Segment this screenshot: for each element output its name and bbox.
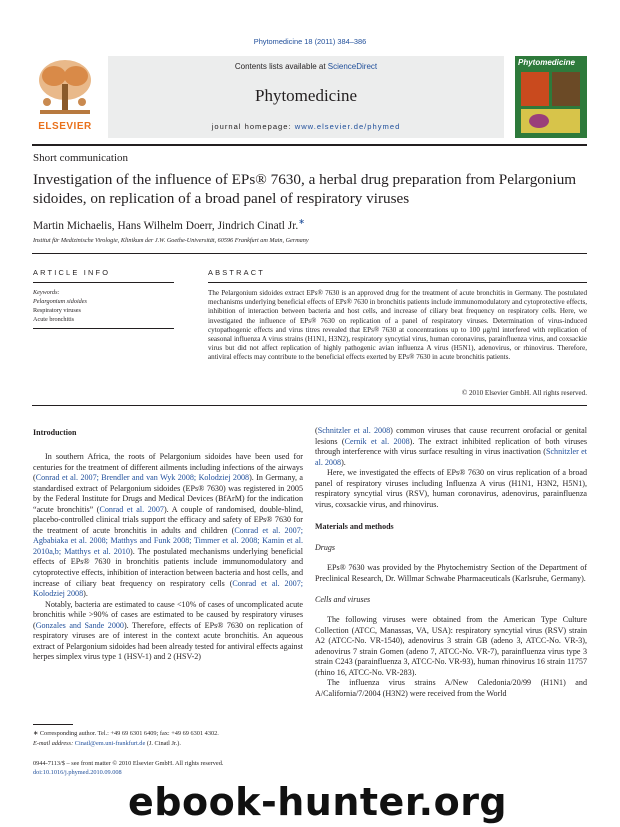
- email-prefix: E-mail address:: [33, 740, 75, 747]
- keyword: Acute bronchitis: [33, 316, 75, 323]
- keyword: Respiratory viruses: [33, 307, 81, 314]
- cover-panel: [529, 114, 549, 128]
- copyright-line: © 2010 Elsevier GmbH. All rights reserved.: [461, 389, 587, 397]
- corresponding-author-footnote: ∗ Corresponding author. Tel.: +49 69 6301 6409; fax: +49 69 6301 4302.: [33, 730, 219, 737]
- text-run: ).: [341, 457, 346, 467]
- intro-paragraph-2: [33, 600, 303, 663]
- right-column: [315, 426, 587, 699]
- email-footnote: [33, 740, 303, 747]
- reference-link[interactable]: Cernik et al. 2008: [344, 436, 410, 446]
- cells-paragraph: The following viruses were obtained from the American Type Culture Collection (ATCC, Manassas, VA, USA): respiratory syncytial virus (RSV) strain A2 (ATCC-No. VR-1540), adenovirus 3 strain GB (adeno 3, ATCC-No. VR-3), adenovirus 7 strain Gomen (adeno 7, ATCC-No. VR-7), parainfluenza virus type 3 strain C243 (parainfluenza 3, ATCC-No. VR-93), human rhinovirus 16 strain 11757 (rhino 16, ATCC-No. VR-283).: [315, 615, 587, 677]
- reference-link[interactable]: Schnitzler et al. 2008: [317, 426, 391, 435]
- reference-link[interactable]: Conrad et al. 2007: [99, 504, 164, 514]
- intro-paragraph-3: [315, 426, 587, 468]
- text-run: ). Therefore, effects of EPs® 7630 on replication of respiratory viruses are of interest in the context acute bronchitis. An aqueous extract of Pelargonium sidoides had been already tested for antiviral effects against herpes simplex virus type 1 (HSV-1) and 2 (HSV-2): [33, 620, 303, 662]
- text-run: (: [315, 426, 318, 435]
- email-suffix: (J. Cinatl Jr.).: [145, 740, 181, 747]
- keywords-label: Keywords:: [33, 289, 60, 296]
- cells-heading: Cells and viruses: [315, 594, 371, 604]
- intro-paragraph-4: Here, we investigated the effects of EPs® 7630 on virus replication of a broad panel of respiratory viruses including Influenza A virus (H1N1, H3N2, H5N1), respiratory syncytial virus (RSV), human coronavirus, adenovirus, parainfluenza virus, coxsackie virus, and rhinovirus.: [315, 468, 587, 509]
- text-run: ). A couple of randomised, double-blind, placebo-controlled clinical trials support the efficacy and safety of EPs® 7630 for the treatment of acute bronchitis in adults and children (: [33, 504, 304, 535]
- journal-cover-thumbnail: [515, 56, 587, 138]
- introduction-heading: Introduction: [33, 428, 77, 437]
- influenza-paragraph: The influenza virus strains A/New Caledonia/20/99 (H1N1) and A/California/7/2004 (H3N2) were received from the World: [315, 678, 587, 698]
- authors: Martin Michaelis, Hans Wilhelm Doerr, Jindrich Cinatl Jr.: [33, 219, 299, 232]
- article-title: Investigation of the influence of EPs® 7630, a herbal drug preparation from Pelargonium sidoides, on replication of a broad panel of respiratory viruses: [33, 171, 577, 207]
- drugs-paragraph: EPs® 7630 was provided by the Phytochemistry Section of the Department of Preclinical Research, Dr. Willmar Schwabe Pharmaceuticals (Karlsruhe, Germany).: [315, 563, 587, 584]
- text-run: ).: [83, 589, 88, 599]
- methods-heading: Materials and methods: [315, 522, 394, 532]
- publisher-wordmark: ELSEVIER: [38, 121, 92, 132]
- contents-prefix: Contents lists available at: [234, 62, 328, 71]
- affiliation: Institut für Medizinische Virologie, Klinikum der J.W. Goethe-Universität, 60596 Frankfurt am Main, Germany: [33, 237, 309, 244]
- homepage-link[interactable]: www.elsevier.de/phymed: [294, 122, 401, 131]
- homepage-prefix: journal homepage:: [211, 122, 295, 131]
- issn-line: 0944-7113/$ – see front matter © 2010 Elsevier GmbH. All rights reserved.: [33, 760, 224, 767]
- keyword: Pelargonium sidoides: [33, 298, 87, 305]
- abstract-label: ABSTRACT: [208, 268, 266, 277]
- email-link[interactable]: Cinatl@em.uni-frankfurt.de: [74, 740, 146, 747]
- journal-citation[interactable]: Phytomedicine 18 (2011) 384–386: [253, 37, 367, 46]
- doi-link[interactable]: doi:10.1016/j.phymed.2010.09.008: [33, 769, 122, 776]
- keywords-rule: [33, 328, 174, 329]
- cover-panel: [552, 72, 580, 106]
- left-column: [33, 452, 303, 663]
- journal-title: Phytomedicine: [255, 86, 357, 105]
- watermark: ebook-hunter.org: [128, 780, 508, 824]
- reference-link[interactable]: Schnitzler et al. 2008: [315, 447, 587, 467]
- corresponding-author-mark[interactable]: ∗: [298, 217, 305, 226]
- footnote-rule: [33, 724, 73, 725]
- text-run: ). The postulated mechanisms underlying beneficial effects of EPs® 7630 in bronchitis patients include immunomodulatory and cytoprotective effects, inhibition of interaction between bacteria and host cells, and increase of ciliary beat frequency on respiratory cells (: [33, 546, 303, 588]
- reference-link[interactable]: Conrad et al. 2007; Kolodziej 2008: [33, 578, 303, 599]
- header-rule: [32, 144, 587, 146]
- text-run: In southern Africa, the roots of Pelargonium sidoides have been used for centuries for the treatment of different ailments including infections of the airways (: [33, 452, 303, 483]
- article-info-label: ARTICLE INFO: [33, 268, 111, 277]
- cover-title: Phytomedicine: [518, 58, 575, 67]
- abstract-text: The Pelargonium sidoides extract EPs® 7630 is an approved drug for the treatment of acute bronchitis in Germany. The postulated mechanisms underlying beneficial effects of EPs® 7630 in bronchitis patients include immunomodulatory and cytoprotective effects, inhibition of interaction between bacteria and host cells, and increase of ciliary beat frequency on respiratory cells. Here, we investigated the influence of EPs® 7630 on replication of a panel of respiratory viruses. Determination of virus-induced cytopathogenic effects and virus titres revealed that EPs® 7630 at concentrations up to 100 μg/ml interfered with replication of seasonal influenza A virus strains (H1N1, H3N2), respiratory syncytial virus, human coronavirus, parainfluenza virus, and coxsackie virus but did not affect replication of highly pathogenic avian influenza A virus (H5N1), adenovirus, or rhinovirus. Therefore, antiviral effects may contribute to the beneficial effects exerted by EPs® 7630 in acute bronchitis patients.: [208, 289, 587, 362]
- text-run: ). The extract inhibited replication of both viruses through interference with virus surface resulting in virus inactivation (: [315, 436, 588, 457]
- article-info-rule: [33, 282, 174, 283]
- cover-panel: [521, 72, 549, 106]
- drugs-heading: Drugs: [315, 542, 336, 552]
- contents-line: [108, 62, 504, 71]
- article-type: Short communication: [33, 152, 129, 164]
- reference-link[interactable]: Conrad et al. 2007; Brendler and van Wyk 2008; Kolodziej 2008: [35, 473, 250, 483]
- abstract-rule: [208, 282, 587, 283]
- intro-paragraph-1: [33, 452, 303, 600]
- title-rule: [32, 253, 587, 254]
- reference-link[interactable]: Conrad et al. 2007; Agbabiaka et al. 2008; Matthys and Funk 2008; Timmer et al. 2008; Kamin et al. 2010a,b; Matthys et al. 2010: [33, 525, 303, 556]
- text-run: ) common viruses that cause recurrent orofacial or genital lesions (: [315, 426, 587, 446]
- abstract-bottom-rule: [32, 405, 587, 406]
- text-run: Notably, bacteria are estimated to cause <10% of cases of uncomplicated acute bronchitis while >90% of cases are estimated to be caused by respiratory viruses (: [33, 599, 303, 630]
- homepage-line: [108, 122, 504, 131]
- text-run: ). In Germany, a standardised extract of Pelargonium sidoides (EPs® 7630) was registered in 2005 by the Federal Institute for Drugs and Medical Devices (BfArM) for the indication “acute bronchitis” (: [33, 473, 303, 514]
- reference-link[interactable]: Gonzales and Sande 2000: [35, 620, 124, 630]
- author-list: [33, 217, 305, 232]
- sciencedirect-link[interactable]: ScienceDirect: [327, 62, 378, 71]
